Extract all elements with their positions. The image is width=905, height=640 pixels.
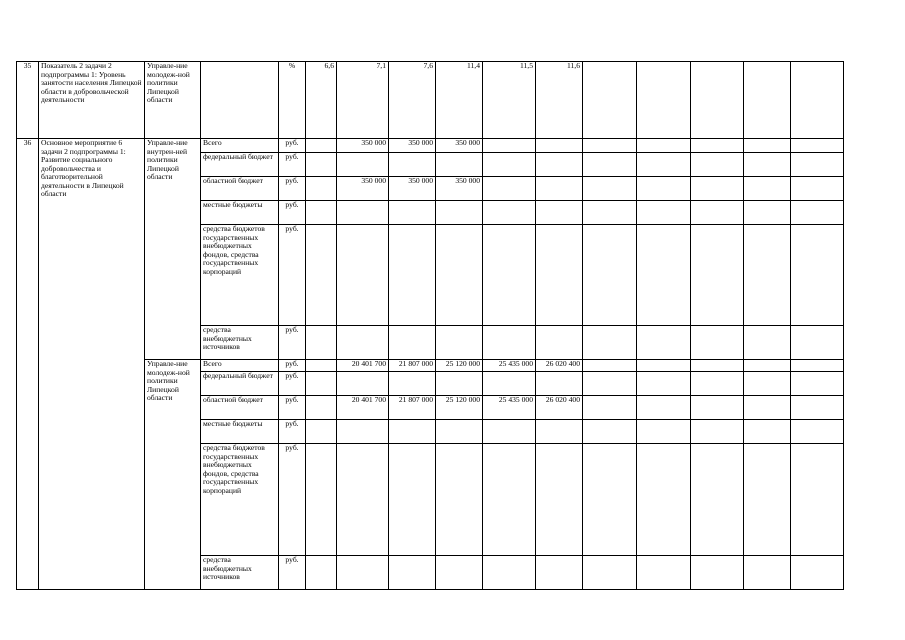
value-cell	[536, 372, 583, 396]
empty-cell	[744, 396, 791, 420]
value-cell	[337, 153, 389, 177]
value-cell	[306, 201, 337, 225]
funding-source: федеральный бюджет	[201, 153, 279, 177]
value-cell	[483, 201, 536, 225]
funding-source: Всего	[201, 139, 279, 153]
activity-name: Основное мероприятие 6 задачи 2 подпрограммы 1: Развитие социального добровольчества и благотворительной деятельности в Липецкой области	[39, 139, 145, 590]
empty-cell	[744, 372, 791, 396]
value-cell	[536, 420, 583, 444]
funding-source: средства внебюджетных источников	[201, 556, 279, 590]
empty-cell	[691, 396, 744, 420]
empty-cell	[637, 225, 691, 326]
unit: руб.	[279, 153, 306, 177]
empty-cell	[744, 201, 791, 225]
empty-cell	[583, 177, 637, 201]
empty-cell	[691, 556, 744, 590]
table-row	[17, 139, 878, 153]
empty-cell	[637, 153, 691, 177]
empty-cell	[637, 556, 691, 590]
empty-cell	[744, 326, 791, 360]
value-cell	[306, 444, 337, 556]
empty-cell	[791, 556, 844, 590]
value-cell	[306, 372, 337, 396]
value-cell	[536, 177, 583, 201]
empty-cell	[744, 225, 791, 326]
funding-source: средства бюджетов государственных внебюджетных фондов, средства государственных корпораций	[201, 225, 279, 326]
empty-cell	[691, 177, 744, 201]
value-cell	[436, 372, 483, 396]
value-cell	[337, 372, 389, 396]
unit: руб.	[279, 177, 306, 201]
funding-source: Всего	[201, 360, 279, 372]
value-cell: 7,6	[389, 62, 436, 139]
empty-cell	[691, 62, 744, 139]
value-cell	[337, 444, 389, 556]
value-cell: 21 807 000	[389, 396, 436, 420]
empty-cell	[583, 396, 637, 420]
value-cell: 350 000	[337, 139, 389, 153]
empty-cell	[583, 326, 637, 360]
value-cell	[389, 420, 436, 444]
value-cell	[536, 326, 583, 360]
unit: руб.	[279, 420, 306, 444]
value-cell	[483, 177, 536, 201]
value-cell	[389, 326, 436, 360]
empty-cell	[791, 177, 844, 201]
empty-cell	[691, 326, 744, 360]
value-cell	[306, 139, 337, 153]
empty-cell	[744, 139, 791, 153]
value-cell	[536, 556, 583, 590]
value-cell	[337, 420, 389, 444]
value-cell	[389, 225, 436, 326]
value-cell: 6,6	[306, 62, 337, 139]
empty-cell	[791, 444, 844, 556]
value-cell	[337, 556, 389, 590]
value-cell: 26 020 400	[536, 396, 583, 420]
empty-cell	[791, 396, 844, 420]
value-cell	[337, 326, 389, 360]
value-cell: 25 435 000	[483, 360, 536, 372]
empty-cell	[791, 360, 844, 372]
empty-cell	[637, 420, 691, 444]
row-number: 35	[17, 62, 39, 139]
value-cell	[536, 225, 583, 326]
value-cell	[436, 225, 483, 326]
empty-cell	[583, 225, 637, 326]
value-cell	[483, 420, 536, 444]
empty-cell	[791, 326, 844, 360]
empty-cell	[744, 420, 791, 444]
value-cell: 20 401 700	[337, 396, 389, 420]
table-row	[17, 360, 878, 372]
empty-cell	[691, 444, 744, 556]
empty-cell	[744, 444, 791, 556]
value-cell	[306, 556, 337, 590]
empty-cell	[791, 139, 844, 153]
value-cell: 7,1	[337, 62, 389, 139]
empty-cell	[691, 360, 744, 372]
value-cell	[389, 201, 436, 225]
value-cell	[389, 556, 436, 590]
funding-source	[201, 62, 279, 139]
unit: руб.	[279, 201, 306, 225]
empty-cell	[691, 420, 744, 444]
funding-source: областной бюджет	[201, 177, 279, 201]
empty-cell	[637, 201, 691, 225]
unit: руб.	[279, 396, 306, 420]
empty-cell	[637, 62, 691, 139]
funding-source: федеральный бюджет	[201, 372, 279, 396]
value-cell	[306, 420, 337, 444]
value-cell: 350 000	[337, 177, 389, 201]
funding-source: областной бюджет	[201, 396, 279, 420]
empty-cell	[691, 372, 744, 396]
value-cell	[536, 201, 583, 225]
empty-cell	[744, 177, 791, 201]
executor: Управле-ние внутрен-ней политики Липецкой области	[145, 139, 201, 360]
value-cell	[483, 225, 536, 326]
empty-cell	[637, 326, 691, 360]
value-cell	[536, 139, 583, 153]
unit: руб.	[279, 139, 306, 153]
funding-source: средства бюджетов государственных внебюджетных фондов, средства государственных корпораций	[201, 444, 279, 556]
unit: руб.	[279, 556, 306, 590]
value-cell: 350 000	[436, 177, 483, 201]
value-cell: 11,4	[436, 62, 483, 139]
value-cell: 25 120 000	[436, 360, 483, 372]
value-cell	[306, 177, 337, 201]
value-cell	[483, 139, 536, 153]
table-row	[17, 62, 878, 139]
value-cell: 20 401 700	[337, 360, 389, 372]
empty-cell	[791, 62, 844, 139]
row-number: 36	[17, 139, 39, 590]
value-cell: 350 000	[389, 177, 436, 201]
empty-cell	[637, 372, 691, 396]
value-cell	[306, 225, 337, 326]
value-cell: 350 000	[436, 139, 483, 153]
value-cell	[436, 326, 483, 360]
value-cell: 26 020 400	[536, 360, 583, 372]
unit: руб.	[279, 225, 306, 326]
empty-cell	[791, 153, 844, 177]
value-cell: 11,6	[536, 62, 583, 139]
empty-cell	[583, 372, 637, 396]
value-cell: 25 120 000	[436, 396, 483, 420]
unit: руб.	[279, 360, 306, 372]
executor: Управле-ние молодеж-ной политики Липецкой области	[145, 360, 201, 590]
value-cell	[436, 420, 483, 444]
empty-cell	[637, 177, 691, 201]
indicator-name: Показатель 2 задачи 2 подпрограммы 1: Уровень занятости населения Липецкой области в добровольческой деятельности	[39, 62, 145, 139]
empty-cell	[583, 556, 637, 590]
funding-source: средства внебюджетных источников	[201, 326, 279, 360]
empty-cell	[583, 139, 637, 153]
value-cell	[483, 556, 536, 590]
empty-cell	[791, 225, 844, 326]
value-cell: 350 000	[389, 139, 436, 153]
value-cell: 21 807 000	[389, 360, 436, 372]
value-cell	[483, 444, 536, 556]
value-cell	[306, 396, 337, 420]
value-cell	[389, 444, 436, 556]
unit: руб.	[279, 372, 306, 396]
value-cell	[436, 556, 483, 590]
unit: %	[279, 62, 306, 139]
empty-cell	[583, 420, 637, 444]
value-cell	[306, 360, 337, 372]
value-cell	[337, 225, 389, 326]
empty-cell	[691, 225, 744, 326]
empty-cell	[583, 153, 637, 177]
funding-source: местные бюджеты	[201, 201, 279, 225]
value-cell	[483, 153, 536, 177]
value-cell: 25 435 000	[483, 396, 536, 420]
empty-cell	[691, 153, 744, 177]
empty-cell	[691, 139, 744, 153]
value-cell	[389, 153, 436, 177]
value-cell	[306, 326, 337, 360]
funding-source: местные бюджеты	[201, 420, 279, 444]
value-cell	[436, 444, 483, 556]
empty-cell	[791, 372, 844, 396]
empty-cell	[583, 62, 637, 139]
empty-cell	[744, 556, 791, 590]
unit: руб.	[279, 444, 306, 556]
empty-cell	[744, 153, 791, 177]
value-cell	[483, 326, 536, 360]
empty-cell	[583, 444, 637, 556]
empty-cell	[637, 444, 691, 556]
empty-cell	[637, 360, 691, 372]
empty-cell	[637, 139, 691, 153]
executor: Управле-ние молодеж-ной политики Липецкой области	[145, 62, 201, 139]
value-cell	[389, 372, 436, 396]
empty-cell	[744, 62, 791, 139]
empty-cell	[744, 360, 791, 372]
value-cell	[436, 201, 483, 225]
empty-cell	[791, 201, 844, 225]
value-cell	[536, 444, 583, 556]
program-table	[16, 61, 878, 590]
empty-cell	[691, 201, 744, 225]
value-cell	[337, 201, 389, 225]
empty-cell	[583, 360, 637, 372]
empty-cell	[637, 396, 691, 420]
value-cell	[306, 153, 337, 177]
unit: руб.	[279, 326, 306, 360]
value-cell	[483, 372, 536, 396]
empty-cell	[583, 201, 637, 225]
value-cell	[436, 153, 483, 177]
value-cell: 11,5	[483, 62, 536, 139]
value-cell	[536, 153, 583, 177]
empty-cell	[791, 420, 844, 444]
